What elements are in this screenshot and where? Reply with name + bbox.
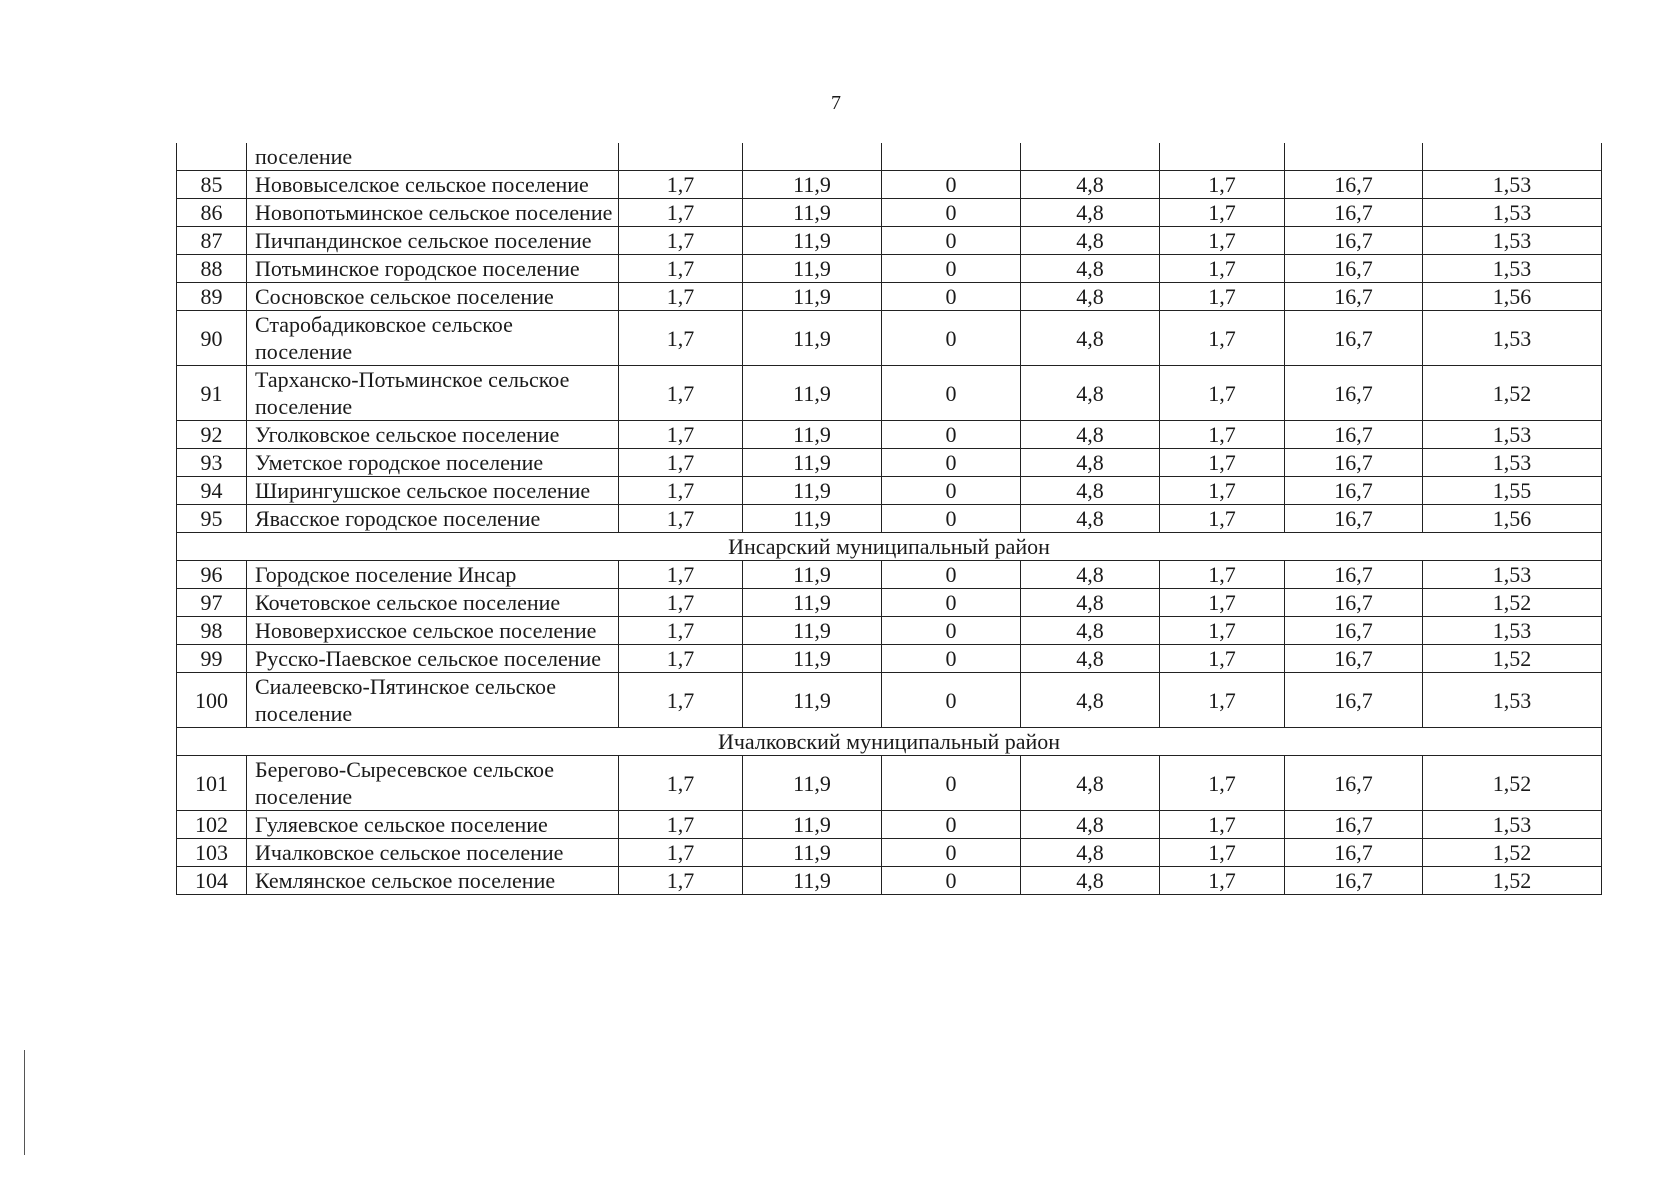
cell-value: 1,7	[1160, 366, 1285, 421]
cell-value	[1285, 143, 1423, 171]
cell-name: Русско-Паевское сельское поселение	[247, 645, 619, 673]
cell-value: 1,7	[1160, 561, 1285, 589]
cell-value: 4,8	[1021, 227, 1160, 255]
cell-name: Сосновское сельское поселение	[247, 283, 619, 311]
cell-name: Тарханско-Потьминское сельское поселение	[247, 366, 619, 421]
cell-value: 1,7	[619, 617, 743, 645]
cell-num: 98	[177, 617, 247, 645]
cell-value: 1,7	[619, 867, 743, 895]
cell-value: 1,7	[619, 227, 743, 255]
cell-value: 4,8	[1021, 283, 1160, 311]
cell-num	[177, 143, 247, 171]
cell-value: 1,7	[1160, 617, 1285, 645]
cell-value: 4,8	[1021, 839, 1160, 867]
cell-value: 16,7	[1285, 505, 1423, 533]
cell-value: 1,7	[1160, 645, 1285, 673]
cell-value: 11,9	[743, 645, 882, 673]
cell-value: 1,53	[1423, 227, 1602, 255]
cell-value: 16,7	[1285, 477, 1423, 505]
cell-num: 86	[177, 199, 247, 227]
cell-value: 1,53	[1423, 561, 1602, 589]
cell-value: 0	[882, 617, 1021, 645]
cell-name: Нововыселское сельское поселение	[247, 171, 619, 199]
cell-value: 16,7	[1285, 283, 1423, 311]
cell-num: 85	[177, 171, 247, 199]
cell-value: 1,53	[1423, 255, 1602, 283]
cell-name: Явасское городское поселение	[247, 505, 619, 533]
cell-value: 16,7	[1285, 421, 1423, 449]
cell-value: 1,53	[1423, 171, 1602, 199]
cell-value: 11,9	[743, 839, 882, 867]
cell-value: 16,7	[1285, 839, 1423, 867]
cell-value: 1,7	[619, 811, 743, 839]
cell-value: 0	[882, 645, 1021, 673]
cell-value: 16,7	[1285, 673, 1423, 728]
table-row	[177, 421, 1602, 449]
cell-value: 4,8	[1021, 756, 1160, 811]
cell-value: 16,7	[1285, 199, 1423, 227]
cell-value: 16,7	[1285, 561, 1423, 589]
cell-value: 1,56	[1423, 283, 1602, 311]
cell-value: 4,8	[1021, 561, 1160, 589]
cell-value: 1,7	[1160, 421, 1285, 449]
cell-value: 11,9	[743, 811, 882, 839]
cell-name: Берегово-Сыресевское сельское поселение	[247, 756, 619, 811]
cell-num: 97	[177, 589, 247, 617]
cell-value: 1,7	[619, 645, 743, 673]
cell-value: 1,7	[1160, 227, 1285, 255]
cell-name: Кочетовское сельское поселение	[247, 589, 619, 617]
cell-value: 1,7	[1160, 505, 1285, 533]
cell-value: 1,7	[1160, 255, 1285, 283]
table-row	[177, 505, 1602, 533]
cell-value: 11,9	[743, 255, 882, 283]
cell-value: 11,9	[743, 227, 882, 255]
cell-value: 1,7	[619, 311, 743, 366]
cell-value: 4,8	[1021, 449, 1160, 477]
cell-value: 16,7	[1285, 867, 1423, 895]
cell-value: 1,7	[1160, 589, 1285, 617]
cell-value: 11,9	[743, 673, 882, 728]
section-title: Ичалковский муниципальный район	[177, 728, 1602, 756]
scan-margin-mark	[24, 1050, 25, 1155]
table-row	[177, 617, 1602, 645]
table-row	[177, 255, 1602, 283]
cell-value: 1,52	[1423, 589, 1602, 617]
cell-value: 1,7	[1160, 171, 1285, 199]
section-header-row	[177, 533, 1602, 561]
cell-value: 11,9	[743, 867, 882, 895]
cell-value	[1160, 143, 1285, 171]
cell-value: 0	[882, 283, 1021, 311]
cell-num: 88	[177, 255, 247, 283]
cell-name: Уметское городское поселение	[247, 449, 619, 477]
cell-value: 1,7	[1160, 283, 1285, 311]
cell-value: 1,7	[1160, 673, 1285, 728]
cell-num: 103	[177, 839, 247, 867]
continued-row	[177, 143, 1602, 171]
table-row	[177, 811, 1602, 839]
cell-value: 1,7	[1160, 449, 1285, 477]
cell-num: 99	[177, 645, 247, 673]
table-row	[177, 283, 1602, 311]
table-row	[177, 756, 1602, 811]
cell-value: 0	[882, 839, 1021, 867]
cell-value: 4,8	[1021, 171, 1160, 199]
cell-name: Гуляевское сельское поселение	[247, 811, 619, 839]
cell-num: 100	[177, 673, 247, 728]
cell-value: 4,8	[1021, 255, 1160, 283]
cell-value: 0	[882, 227, 1021, 255]
cell-value: 1,52	[1423, 839, 1602, 867]
cell-value: 4,8	[1021, 477, 1160, 505]
cell-value: 1,7	[619, 199, 743, 227]
cell-value: 11,9	[743, 199, 882, 227]
cell-value: 16,7	[1285, 227, 1423, 255]
cell-value: 0	[882, 366, 1021, 421]
cell-value: 1,7	[1160, 311, 1285, 366]
table-row	[177, 867, 1602, 895]
cell-num: 102	[177, 811, 247, 839]
cell-value: 0	[882, 673, 1021, 728]
page-number: 7	[831, 92, 841, 114]
cell-num: 104	[177, 867, 247, 895]
cell-value: 1,53	[1423, 449, 1602, 477]
cell-num: 101	[177, 756, 247, 811]
cell-value: 16,7	[1285, 589, 1423, 617]
table-row	[177, 645, 1602, 673]
cell-num: 93	[177, 449, 247, 477]
cell-name: Ичалковское сельское поселение	[247, 839, 619, 867]
cell-value	[1423, 143, 1602, 171]
cell-value: 1,53	[1423, 617, 1602, 645]
table-row	[177, 366, 1602, 421]
cell-value: 16,7	[1285, 617, 1423, 645]
cell-num: 96	[177, 561, 247, 589]
cell-value: 0	[882, 561, 1021, 589]
cell-value: 1,52	[1423, 756, 1602, 811]
table-row	[177, 561, 1602, 589]
table-row	[177, 171, 1602, 199]
cell-value: 4,8	[1021, 311, 1160, 366]
cell-value: 1,7	[619, 171, 743, 199]
cell-value: 11,9	[743, 477, 882, 505]
cell-value: 1,52	[1423, 867, 1602, 895]
cell-value: 16,7	[1285, 449, 1423, 477]
cell-value	[882, 143, 1021, 171]
table-row	[177, 311, 1602, 366]
cell-value: 0	[882, 199, 1021, 227]
cell-name: Нововерхисское сельское поселение	[247, 617, 619, 645]
cell-value: 4,8	[1021, 811, 1160, 839]
cell-name: Уголковское сельское поселение	[247, 421, 619, 449]
cell-value: 1,53	[1423, 311, 1602, 366]
cell-value: 4,8	[1021, 867, 1160, 895]
cell-value: 1,7	[619, 283, 743, 311]
cell-value: 0	[882, 867, 1021, 895]
cell-value: 4,8	[1021, 645, 1160, 673]
cell-value: 11,9	[743, 283, 882, 311]
cell-num: 89	[177, 283, 247, 311]
cell-value: 1,7	[619, 561, 743, 589]
table-row	[177, 199, 1602, 227]
cell-value: 1,7	[1160, 839, 1285, 867]
cell-value: 16,7	[1285, 311, 1423, 366]
cell-value	[1021, 143, 1160, 171]
cell-value: 4,8	[1021, 617, 1160, 645]
table-body	[177, 143, 1602, 895]
cell-value: 1,7	[619, 589, 743, 617]
cell-value: 0	[882, 756, 1021, 811]
cell-value: 1,7	[619, 756, 743, 811]
cell-value: 1,7	[619, 421, 743, 449]
table-row	[177, 589, 1602, 617]
cell-name: Ширингушское сельское поселение	[247, 477, 619, 505]
cell-value: 1,53	[1423, 673, 1602, 728]
cell-name: поселение	[247, 143, 619, 171]
cell-value: 16,7	[1285, 255, 1423, 283]
cell-value: 1,52	[1423, 645, 1602, 673]
cell-value: 1,7	[619, 839, 743, 867]
cell-value: 1,53	[1423, 199, 1602, 227]
cell-name: Кемлянское сельское поселение	[247, 867, 619, 895]
cell-value: 1,7	[1160, 199, 1285, 227]
cell-value: 1,7	[619, 673, 743, 728]
section-header-row	[177, 728, 1602, 756]
cell-value: 1,53	[1423, 421, 1602, 449]
cell-value: 1,7	[619, 255, 743, 283]
table-row	[177, 477, 1602, 505]
cell-value	[743, 143, 882, 171]
cell-num: 92	[177, 421, 247, 449]
cell-value: 1,7	[619, 366, 743, 421]
cell-value	[619, 143, 743, 171]
cell-value: 11,9	[743, 561, 882, 589]
table-row	[177, 673, 1602, 728]
cell-value: 0	[882, 311, 1021, 366]
cell-name: Городское поселение Инсар	[247, 561, 619, 589]
section-title: Инсарский муниципальный район	[177, 533, 1602, 561]
cell-value: 4,8	[1021, 673, 1160, 728]
cell-name: Новопотьминское сельское поселение	[247, 199, 619, 227]
table-row	[177, 227, 1602, 255]
cell-value: 0	[882, 255, 1021, 283]
cell-value: 16,7	[1285, 171, 1423, 199]
cell-value: 11,9	[743, 449, 882, 477]
cell-name: Потьминское городское поселение	[247, 255, 619, 283]
cell-value: 1,7	[1160, 867, 1285, 895]
cell-value: 1,7	[619, 477, 743, 505]
cell-value: 1,7	[1160, 756, 1285, 811]
cell-value: 16,7	[1285, 645, 1423, 673]
cell-value: 0	[882, 505, 1021, 533]
cell-value: 11,9	[743, 617, 882, 645]
cell-value: 1,7	[1160, 477, 1285, 505]
cell-value: 0	[882, 589, 1021, 617]
cell-value: 11,9	[743, 366, 882, 421]
cell-value: 0	[882, 477, 1021, 505]
cell-value: 1,7	[619, 449, 743, 477]
cell-num: 87	[177, 227, 247, 255]
cell-num: 94	[177, 477, 247, 505]
cell-name: Сиалеевско-Пятинское сельское поселение	[247, 673, 619, 728]
cell-name: Пичпандинское сельское поселение	[247, 227, 619, 255]
cell-value: 11,9	[743, 311, 882, 366]
cell-value: 4,8	[1021, 199, 1160, 227]
cell-value: 11,9	[743, 756, 882, 811]
cell-value: 4,8	[1021, 366, 1160, 421]
cell-value: 0	[882, 421, 1021, 449]
cell-value: 11,9	[743, 171, 882, 199]
cell-value: 0	[882, 449, 1021, 477]
cell-value: 11,9	[743, 589, 882, 617]
table-row	[177, 839, 1602, 867]
cell-num: 90	[177, 311, 247, 366]
cell-value: 4,8	[1021, 589, 1160, 617]
cell-value: 11,9	[743, 505, 882, 533]
cell-value: 11,9	[743, 421, 882, 449]
cell-value: 1,7	[619, 505, 743, 533]
cell-value: 0	[882, 811, 1021, 839]
cell-value: 16,7	[1285, 366, 1423, 421]
cell-value: 1,56	[1423, 505, 1602, 533]
cell-value: 1,53	[1423, 811, 1602, 839]
cell-num: 91	[177, 366, 247, 421]
cell-value: 0	[882, 171, 1021, 199]
cell-num: 95	[177, 505, 247, 533]
cell-value: 4,8	[1021, 505, 1160, 533]
cell-value: 1,7	[1160, 811, 1285, 839]
cell-value: 1,55	[1423, 477, 1602, 505]
cell-value: 4,8	[1021, 421, 1160, 449]
cell-value: 1,52	[1423, 366, 1602, 421]
cell-name: Старобадиковское сельское поселение	[247, 311, 619, 366]
table-row	[177, 449, 1602, 477]
cell-value: 16,7	[1285, 811, 1423, 839]
cell-value: 16,7	[1285, 756, 1423, 811]
settlements-table	[176, 143, 1602, 895]
